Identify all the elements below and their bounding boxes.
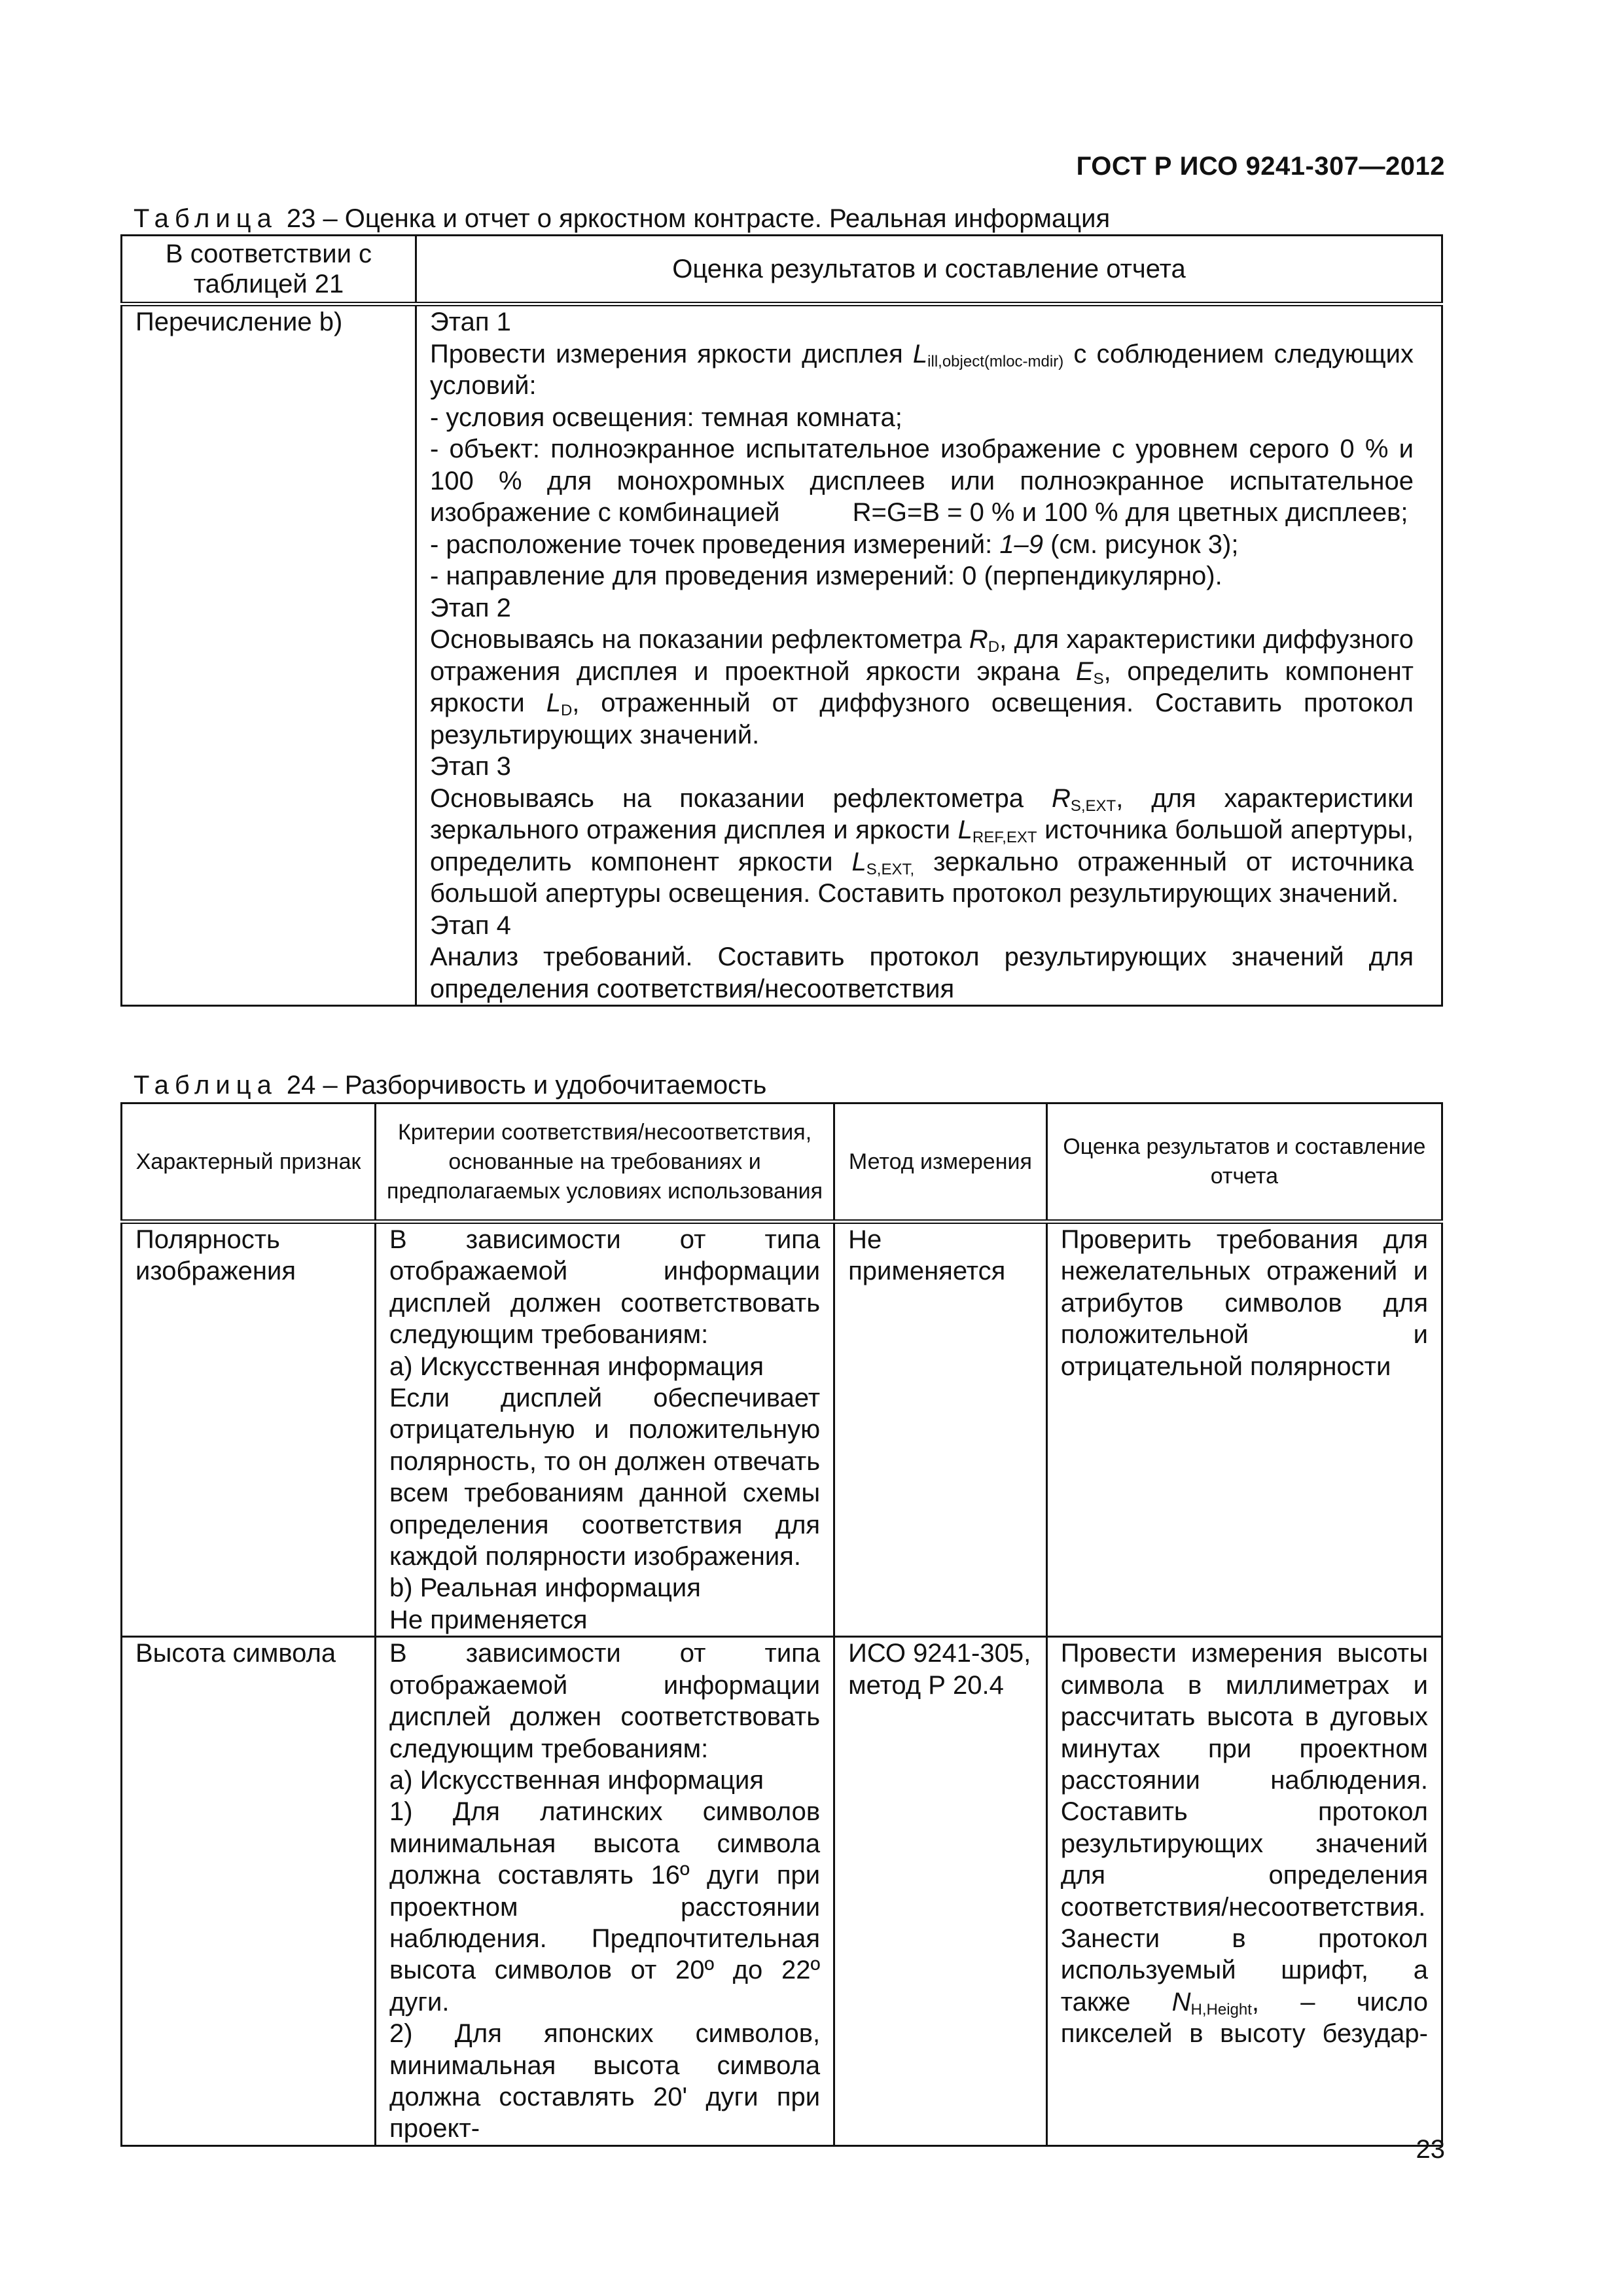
- char-height-criteria-p2: a) Искусственная информация: [389, 1765, 764, 1795]
- table23-row: [122, 304, 1442, 1006]
- stage3-text-d: зеркально отраженный от источника большой апертуры освещения. Составить протокол результирующих значений.: [430, 847, 1414, 908]
- stage1-symbol: L: [912, 339, 928, 368]
- table-24: [120, 1102, 1443, 2147]
- stage4-title: Этап 4: [430, 910, 511, 940]
- polarity-criteria: [376, 1222, 834, 1637]
- stage2-text: [430, 624, 1414, 751]
- table23-caption-word: Таблица: [134, 204, 277, 233]
- standard-id: ГОСТ Р ИСО 9241-307—2012: [1076, 152, 1445, 181]
- stage2-ld: L: [546, 689, 561, 717]
- table23-evaluation-cell: [416, 304, 1442, 1006]
- polarity-criteria-p4: b) Реальная информация: [389, 1573, 701, 1603]
- stage1-intro-text-end: с соблюдением следующих условий:: [430, 339, 1414, 400]
- stage3-lref-sub: REF,EXT: [972, 829, 1037, 846]
- table23-caption: [134, 204, 1110, 233]
- stage3-text-c: источника большой апертуры, определить компонент яркости: [430, 816, 1414, 876]
- stage2-text-b: , для характеристики диффузного отражения дисплея и проектной яркости экрана: [430, 625, 1414, 686]
- char-height-evaluation-p2: [1061, 1923, 1428, 2050]
- stage3-text-b: , для характеристики зеркального отражения дисплея и яркости: [430, 783, 1414, 844]
- polarity-evaluation: Проверить требования для нежелательных отражений и атрибутов символов для положительной и отрицательной полярности: [1046, 1222, 1442, 1637]
- stage2-es-sub: S: [1093, 670, 1104, 688]
- stage1-condition-3-end: (см. рисунок 3);: [1043, 529, 1239, 559]
- stage4-text: Анализ требований. Составить протокол результирующих значений для определения соответствия/несоответствия: [430, 942, 1414, 1003]
- char-height-method: ИСО 9241-305, метод Р 20.4: [834, 1637, 1047, 2146]
- stage1-condition-4: - направление для проведения измерений: 0 (перпендикулярно).: [430, 562, 1222, 590]
- stage1-intro-text: Провести измерения яркости дисплея: [430, 339, 913, 368]
- table24-caption-text: 24 – Разборчивость и удобочитаемость: [286, 1071, 767, 1100]
- stage2-title: Этап 2: [430, 593, 511, 622]
- char-height-evaluation: [1046, 1637, 1442, 2146]
- table24-row-char-height: [122, 1637, 1442, 2146]
- polarity-method: Не применяется: [834, 1222, 1047, 1637]
- char-height-criteria-p4: 2) Для японских символов, минимальная высота символа должна составлять 20' дуги при проект-: [389, 2019, 821, 2144]
- page-number: 23: [1416, 2135, 1445, 2164]
- stage3-rs: R: [1051, 783, 1071, 813]
- table24-row-polarity: [122, 1222, 1442, 1637]
- stage1-condition-1: - условия освещения: темная комната;: [430, 403, 902, 432]
- polarity-feature: Полярность изображения: [122, 1222, 376, 1637]
- stage1-intro: [430, 338, 1414, 402]
- stage2-text-c: , определить компонент яркости: [430, 656, 1414, 717]
- char-height-criteria: [376, 1637, 834, 2146]
- table23-col2-header: Оценка результатов и составление отчета: [416, 236, 1442, 304]
- polarity-criteria-p2: a) Искусственная информация: [389, 1352, 764, 1381]
- table24-caption: [134, 1071, 766, 1100]
- char-height-criteria-p3: 1) Для латинских символов минимальная высота символа должна составлять 16º дуги при проектном расстоянии наблюдения. Предпочтительная высота символов от 20º до 22º дуги.: [389, 1797, 821, 2017]
- stage3-text: [430, 783, 1414, 910]
- table24-header-method: Метод измерения: [834, 1103, 1047, 1222]
- stage3-text-a: Основываясь на показании рефлектометра: [430, 783, 1052, 813]
- table23-col1-header: В соответствии с таблицей 21: [122, 236, 416, 304]
- stage2-text-d: , отраженный от диффузного освещения. Составить протокол результирующих значений.: [430, 689, 1414, 749]
- stage2-rd: R: [969, 625, 988, 654]
- table24-caption-word: Таблица: [134, 1071, 277, 1100]
- nh-height-sub: H,Height: [1190, 2000, 1252, 2018]
- stage2-rd-sub: D: [988, 638, 1000, 656]
- stage1-condition-2: - объект: полноэкранное испытательное изображение с уровнем серого 0 % и 100 % для монохромных дисплеев или полноэкранное испытательное изображение с комбинацией R=G=B = 0 % и 100 % для цветных дисплеев;: [430, 435, 1421, 527]
- stage1-condition-3: [430, 529, 1414, 561]
- table23-row-label: Перечисление b): [122, 304, 416, 1006]
- stage2-es: E: [1075, 656, 1094, 686]
- table23-caption-text: 23 – Оценка и отчет о яркостном контрасте. Реальная информация: [286, 204, 1111, 233]
- polarity-criteria-p3: Если дисплей обеспечивает отрицательную и положительную полярность, то он должен отвечать всем требованиям данной схемы определения соответствия для каждой полярности изображения.: [389, 1384, 821, 1571]
- stage1-symbol-sub: ill,object(mloc-mdir): [927, 352, 1064, 370]
- polarity-criteria-p1: В зависимости от типа отображаемой информации дисплей должен соответствовать следующим требованиям:: [389, 1225, 821, 1350]
- table-23: [120, 234, 1443, 1007]
- table23-header-row: [122, 236, 1442, 304]
- table24-header-evaluation: Оценка результатов и составление отчета: [1046, 1103, 1442, 1222]
- char-height-evaluation-p1: Провести измерения высоты символа в миллиметрах и рассчитать высота в дуговых минутах при проектном расстоянии наблюдения. Составить протокол результирующих значений для определения соответствия/несоответствия.: [1060, 1639, 1428, 1922]
- stage2-ld-sub: D: [560, 702, 573, 719]
- stage1-title: Этап 1: [430, 308, 511, 336]
- stage3-ls-sub: S,EXT,: [866, 860, 915, 878]
- table24-header-feature: Характерный признак: [122, 1103, 376, 1222]
- stage2-text-a: Основываясь на показании рефлектометра: [430, 625, 969, 654]
- stage1-points: 1–9: [999, 529, 1044, 559]
- stage3-rs-sub: S,EXT: [1070, 797, 1116, 815]
- char-height-evaluation-p2-end: , – число пикселей в высоту безудар-: [1060, 1987, 1428, 2049]
- stage3-title: Этап 3: [430, 752, 511, 781]
- stage1-condition-3-text: - расположение точек проведения измерений:: [430, 529, 1000, 559]
- stage3-ls: L: [851, 847, 866, 876]
- char-height-criteria-p1: В зависимости от типа отображаемой информации дисплей должен соответствовать следующим требованиям:: [389, 1639, 821, 1763]
- table24-header-row: [122, 1103, 1442, 1222]
- char-height-evaluation-p2-text: Занести в протокол используемый шрифт, а также: [1060, 1924, 1428, 2017]
- stage3-lref: L: [957, 816, 972, 844]
- nh-height-symbol: N: [1171, 1987, 1191, 2017]
- table24-header-criteria: Критерии соответствия/несоответствия, основанные на требованиях и предполагаемых условиях использования: [376, 1103, 834, 1222]
- char-height-feature: Высота символа: [122, 1637, 376, 2146]
- polarity-criteria-p5: Не применяется: [389, 1605, 588, 1634]
